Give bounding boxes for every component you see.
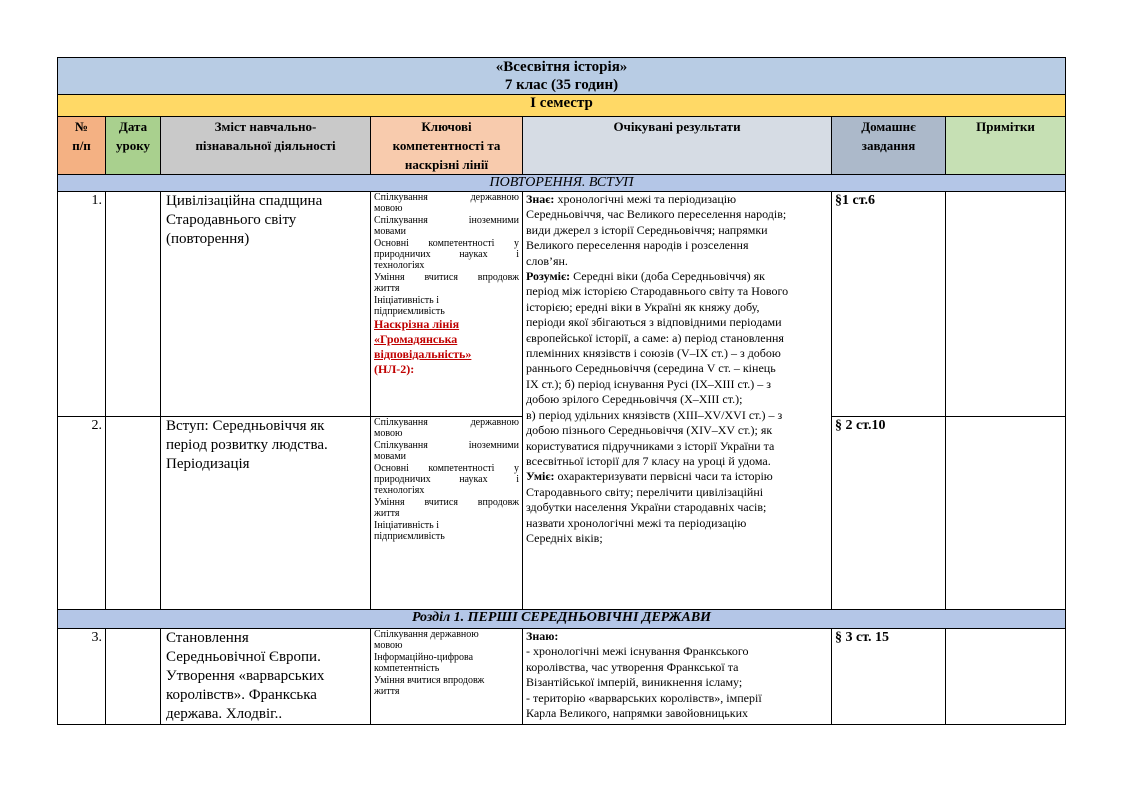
- table-row: [58, 629, 1066, 725]
- cross-cutting-line-code: (НЛ-2):: [374, 362, 415, 377]
- row-homework: §1 ст.6: [832, 192, 946, 417]
- cross-cutting-line-link[interactable]: «Громадянська: [374, 332, 458, 347]
- row-date: [106, 192, 161, 417]
- row-competences: Спілкування державною мовою Спілкування іноземними мовами Основні компетентності у природничих науках і технологіях Уміння вчитися впродовж життя Ініціативність і підприємливість: [371, 417, 523, 610]
- row-homework: § 2 ст.10: [832, 417, 946, 610]
- section-row-intro: [58, 175, 1066, 192]
- row-number: 1.: [58, 192, 106, 417]
- document-title: [58, 58, 1066, 95]
- row-notes: [946, 629, 1066, 725]
- header-content: Зміст навчально- пізнавальної діяльності: [161, 117, 371, 175]
- row-topic: Становлення Середньовічної Європи. Утворення «варварських королівств». Франкська держава. Хлодвіг..: [161, 629, 371, 725]
- section-title-intro: ПОВТОРЕННЯ. ВСТУП: [58, 175, 1066, 192]
- title-line-2: 7 клас (35 годин): [504, 77, 619, 93]
- table-row: [58, 192, 1066, 417]
- curriculum-table: [57, 57, 1066, 725]
- header-homework: Домашнє завдання: [832, 117, 946, 175]
- semester-row: [58, 95, 1066, 117]
- row-topic: Цивілізаційна спадщина Стародавнього світу (повторення): [161, 192, 371, 417]
- header-notes: Примітки: [946, 117, 1066, 175]
- row-notes: [946, 417, 1066, 610]
- row-number: 2.: [58, 417, 106, 610]
- header-number: № п/п: [58, 117, 106, 175]
- cross-cutting-line-link[interactable]: відповідальність»: [374, 347, 472, 362]
- header-date: Дата уроку: [106, 117, 161, 175]
- header-results: Очікувані результати: [523, 117, 832, 175]
- row-competences: Спілкування державною мовою Інформаційно-цифрова компетентність Уміння вчитися впродовж життя: [371, 629, 523, 725]
- row-notes: [946, 192, 1066, 417]
- title-line-1: «Всесвітня історія»: [495, 59, 628, 75]
- row-date: [106, 417, 161, 610]
- row-homework: § 3 ст. 15: [832, 629, 946, 725]
- cross-cutting-line-link[interactable]: Наскрізна лінія: [374, 317, 460, 332]
- row-topic: Вступ: Середньовіччя як період розвитку людства. Періодизація: [161, 417, 371, 610]
- row-results: Знаю: - хронологічні межі існування Франкського королівства, час утворення Франкської та Візантійської імперій, виникнення ісламу; - територію «варварських королівств», імперії Карла Великого, напрямки завойовницьких: [523, 629, 832, 725]
- section-title-1: Розділ 1. ПЕРШІ СЕРЕДНЬОВІЧНІ ДЕРЖАВИ: [58, 610, 1066, 629]
- row-results: Знає: хронологічні межі та періодизацію Середньовіччя, час Великого переселення народів; види джерел з історії Середньовіччя; напрямки Великого переселення народів і розселення слов’ян. Розуміє: Середні віки (доба Середньовіччя) як період між історією Стародавнього світу та Нового історією; ередні віки в Україні як княжу добу, періоди якої збігаються з відповідними періодами європейської історії, а саме: а) період становлення племінних князівств і союзів (V–IX ст.) – з добою раннього Середньовіччя (середина V ст. – кінець IX ст.); б) період існування Русі (IX–XIII ст.) – з добою зрілого Середньовіччя (X–XIII ст.); в) період удільних князівств (XIII–XV/XVI ст.) – з добою пізнього Середньовіччя (XIV–XV ст.); як користуватися підручниками з історії України та всесвітньої історії для 7 класу на уроці й удома. Уміє: охарактеризувати первісні часи та історію Стародавнього світу; перелічити цивілізаційні здобутки населення України стародавніх часів; назвати хронологічні межі та періодизацію Середніх віків;: [523, 192, 832, 610]
- row-date: [106, 629, 161, 725]
- header-competences: Ключові компетентності та наскрізні лінії: [371, 117, 523, 175]
- title-row: [58, 58, 1066, 95]
- semester-label: І семестр: [58, 95, 1066, 117]
- section-row-1: [58, 610, 1066, 629]
- row-number: 3.: [58, 629, 106, 725]
- row-competences: Спілкування державною мовою Спілкування іноземними мовами Основні компетентності у природничих науках і технологіях Уміння вчитися впродовж життя Ініціативність і підприємливість Наскрізна лінія «Громадянська відповідальність» (НЛ-2):: [371, 192, 523, 417]
- header-row: [58, 117, 1066, 175]
